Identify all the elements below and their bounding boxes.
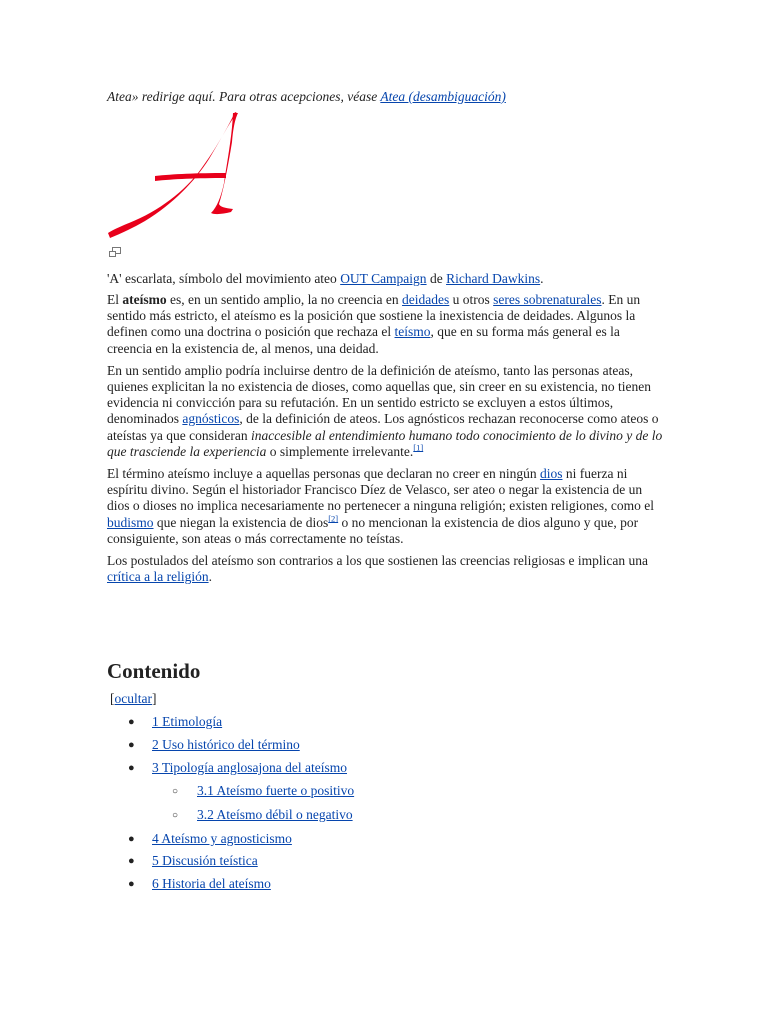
scarlet-a-crossbar (155, 173, 226, 181)
circle-bullet-icon: ○ (172, 786, 179, 797)
text-run: . En un sentido más estricto, el ateísmo es la posición que sostiene la inexistencia de deidades. Algunos la definen como una doctrina o posición que rechaza el (107, 292, 641, 340)
toc-item-historia[interactable]: 6 Historia del ateísmo (152, 876, 271, 891)
critica-religion-link[interactable]: crítica a la religión (107, 569, 209, 585)
figure-caption (107, 271, 544, 287)
bullet-icon: ● (128, 833, 135, 845)
text-run: que niegan la existencia de dios (153, 514, 329, 530)
out-campaign-link[interactable]: OUT Campaign (340, 271, 427, 286)
toc-title: Contenido (107, 659, 201, 683)
italic-quote: inaccesible al entendimiento humano todo conocimiento de lo divino y de lo que trasciende la experiencia (107, 427, 663, 459)
bullet-icon: ● (128, 878, 135, 890)
hatnote-disambiguation-link[interactable]: Atea (desambiguación) (380, 89, 506, 104)
bullet-icon: ● (128, 762, 135, 774)
richard-dawkins-link[interactable]: Richard Dawkins (446, 271, 541, 286)
toc-hide-link[interactable]: ocultar (114, 691, 152, 706)
toc-toggle (110, 691, 156, 707)
magnify-clip-icon[interactable] (108, 246, 122, 258)
bracket-open: [ (110, 691, 115, 706)
text-run: . (208, 569, 212, 585)
paragraph-postulates (107, 553, 663, 585)
reference-1-link[interactable]: [1] (413, 442, 424, 453)
budismo-link[interactable]: budismo (107, 514, 154, 530)
caption-text-end: . (540, 271, 544, 286)
term-ateismo: ateísmo (122, 292, 167, 307)
toc-item-agnosticismo[interactable]: 4 Ateísmo y agnosticismo (152, 831, 292, 846)
paragraph-definition (107, 363, 663, 460)
teismo-link[interactable]: teísmo (394, 324, 431, 340)
toc-item-tipologia[interactable]: 3 Tipología anglosajona del ateísmo (152, 760, 347, 775)
reference-2-link[interactable]: [2] (328, 513, 339, 524)
scarlet-a-emblem (105, 107, 243, 239)
paragraph-term (107, 466, 663, 547)
article-body (107, 292, 663, 591)
text-run: , de la definición de ateos. Los agnósticos rechazan reconocerse como ateos o ateístas ya que consideran (107, 411, 659, 443)
text-run: ni fuerza ni espíritu divino. Según el historiador Francisco Díez de Velasco, ser ateo o negar la existencia de un dios o dioses no implica necesariamente no pertenecer a ninguna religión; existen religiones, como el (107, 466, 654, 514)
caption-text: 'A' escarlata, símbolo del movimiento ateo (107, 271, 341, 286)
text-run: En un sentido amplio podría incluirse dentro de la definición de ateísmo, tanto las personas ateas, quienes explicitan la no existencia de dioses, como aquellas que, sin creer en su existencia, no tienen evidencia ni convicción para su refutación. En un sentido estricto se excluyen a estos últimos, denominados (107, 362, 651, 427)
seres-sobrenaturales-link[interactable]: seres sobrenaturales (493, 292, 602, 307)
text-run: o no mencionan la existencia de dios alguno y que, por consiguiente, son ateas o más correctamente no teístas. (107, 514, 639, 546)
hatnote (107, 89, 506, 105)
paragraph-intro (107, 292, 663, 357)
text-run: u otros (449, 292, 494, 307)
bracket-close: ] (151, 691, 157, 706)
caption-text-mid: de (426, 271, 447, 286)
deidades-link[interactable]: deidades (402, 292, 450, 307)
bullet-icon: ● (128, 739, 135, 751)
circle-bullet-icon: ○ (172, 810, 179, 821)
toc-item-ateismo-fuerte[interactable]: 3.1 Ateísmo fuerte o positivo (197, 783, 355, 798)
text-run: , que en su forma más general es la creencia en la existencia de, al menos, una deidad. (107, 324, 620, 356)
toc-item-discusion-teistica[interactable]: 5 Discusión teística (152, 853, 258, 868)
toc-item-ateismo-debil[interactable]: 3.2 Ateísmo débil o negativo (197, 807, 353, 822)
text-run: es, en un sentido amplio, la no creencia en (166, 292, 403, 307)
toc-item-etimologia[interactable]: 1 Etimología (152, 714, 223, 729)
text-run: El término ateísmo incluye a aquellas personas que declaran no creer en ningún (107, 466, 540, 482)
toc-item-uso-historico[interactable]: 2 Uso histórico del término (152, 737, 300, 752)
bullet-icon: ● (128, 716, 135, 728)
scarlet-a-right-leg (211, 113, 238, 214)
agnosticos-link[interactable]: agnósticos (182, 411, 240, 427)
bullet-icon: ● (128, 855, 135, 867)
text-run: El (107, 292, 123, 307)
dios-link[interactable]: dios (539, 466, 563, 482)
text-run: Los postulados del ateísmo son contrarios a los que sostienen las creencias religiosas e implican una (107, 553, 648, 569)
text-run: o simplemente irrelevante. (266, 443, 414, 459)
hatnote-text: Atea» redirige aquí. Para otras acepciones, véase (107, 89, 381, 104)
